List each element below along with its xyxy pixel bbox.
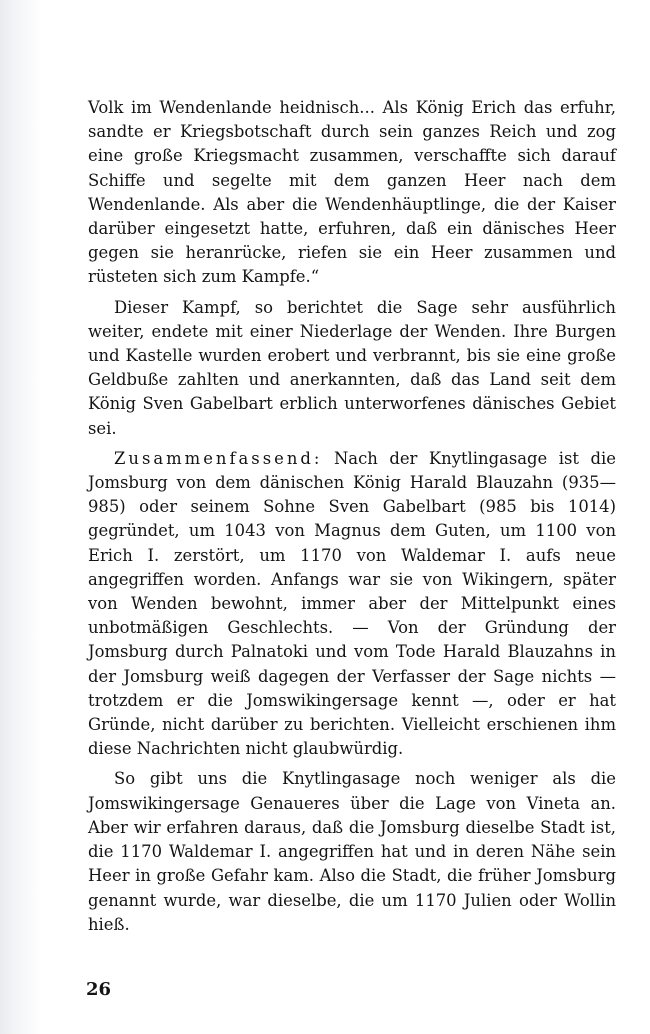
body-text [88,96,616,943]
paragraph-4-text: So gibt uns die Knytlingasage noch weniger als die Jomswikingersage Genaueres über die Lage von Vineta an. Aber wir erfahren daraus, daß die Jomsburg dieselbe Stadt ist, die 1170 Waldemar I. angegriffen hat und in deren Nähe sein Heer in große Gefahr kam. Also die Stadt, die früher Jomsburg genannt wurde, war dieselbe, die um 1170 Julien oder Wollin hieß. [88,769,616,934]
paragraph-2-text: Dieser Kampf, so berichtet die Sage sehr ausführlich weiter, endete mit einer Niederlage der Wenden. Ihre Burgen und Kastelle wurden erobert und verbrannt, bis sie eine große Geldbuße zahlten und anerkannten, daß das Land seit dem König Sven Gabelbart erblich unterworfenes dänisches Gebiet sei. [88,297,616,438]
paragraph-4 [88,767,616,936]
page-number: 26 [86,979,112,1000]
paragraph-1-text: Volk im Wendenlande heidnisch... Als König Erich das erfuhr, sandte er Kriegsbotschaft durch sein ganzes Reich und zog eine große Kriegsmacht zusammen, verschaffte sich darauf Schiffe und segelte mit dem ganzen Heer nach dem Wendenlande. Als aber die Wendenhäuptlinge, die der Kaiser darüber eingesetzt hatte, erfuhren, daß ein dänisches Heer gegen sie heranrücke, riefen sie ein Heer zusammen und rüsteten sich zum Kampfe.“ [88,98,616,287]
paragraph-1 [88,96,616,290]
paragraph-2 [88,296,616,441]
summary-lead: Zusammenfassend: [114,448,323,468]
paragraph-3-text: Nach der Knytlingasage ist die Jomsburg von dem dänischen König Harald Blauzahn (935—985) oder seinem Sohne Sven Gabelbart (985 bis 1014) gegründet, um 1043 von Magnus dem Guten, um 1100 von Erich I. zerstört, um 1170 von Waldemar I. aufs neue angegriffen worden. Anfangs war sie von Wikingern, später von Wenden bewohnt, immer aber der Mittelpunkt eines unbotmäßigen Geschlechts. — Von der Gründung der Jomsburg durch Palnatoki und vom Tode Harald Blauzahns in der Jomsburg weiß dagegen der Verfasser der Sage nichts — trotzdem er die Jomswikingersage kennt —, oder er hat Gründe, nicht darüber zu berichten. Vielleicht erschienen ihm diese Nachrichten nicht glaubwürdig. [88,448,616,759]
binding-gutter-shadow [0,0,42,1034]
paragraph-3 [88,447,616,762]
